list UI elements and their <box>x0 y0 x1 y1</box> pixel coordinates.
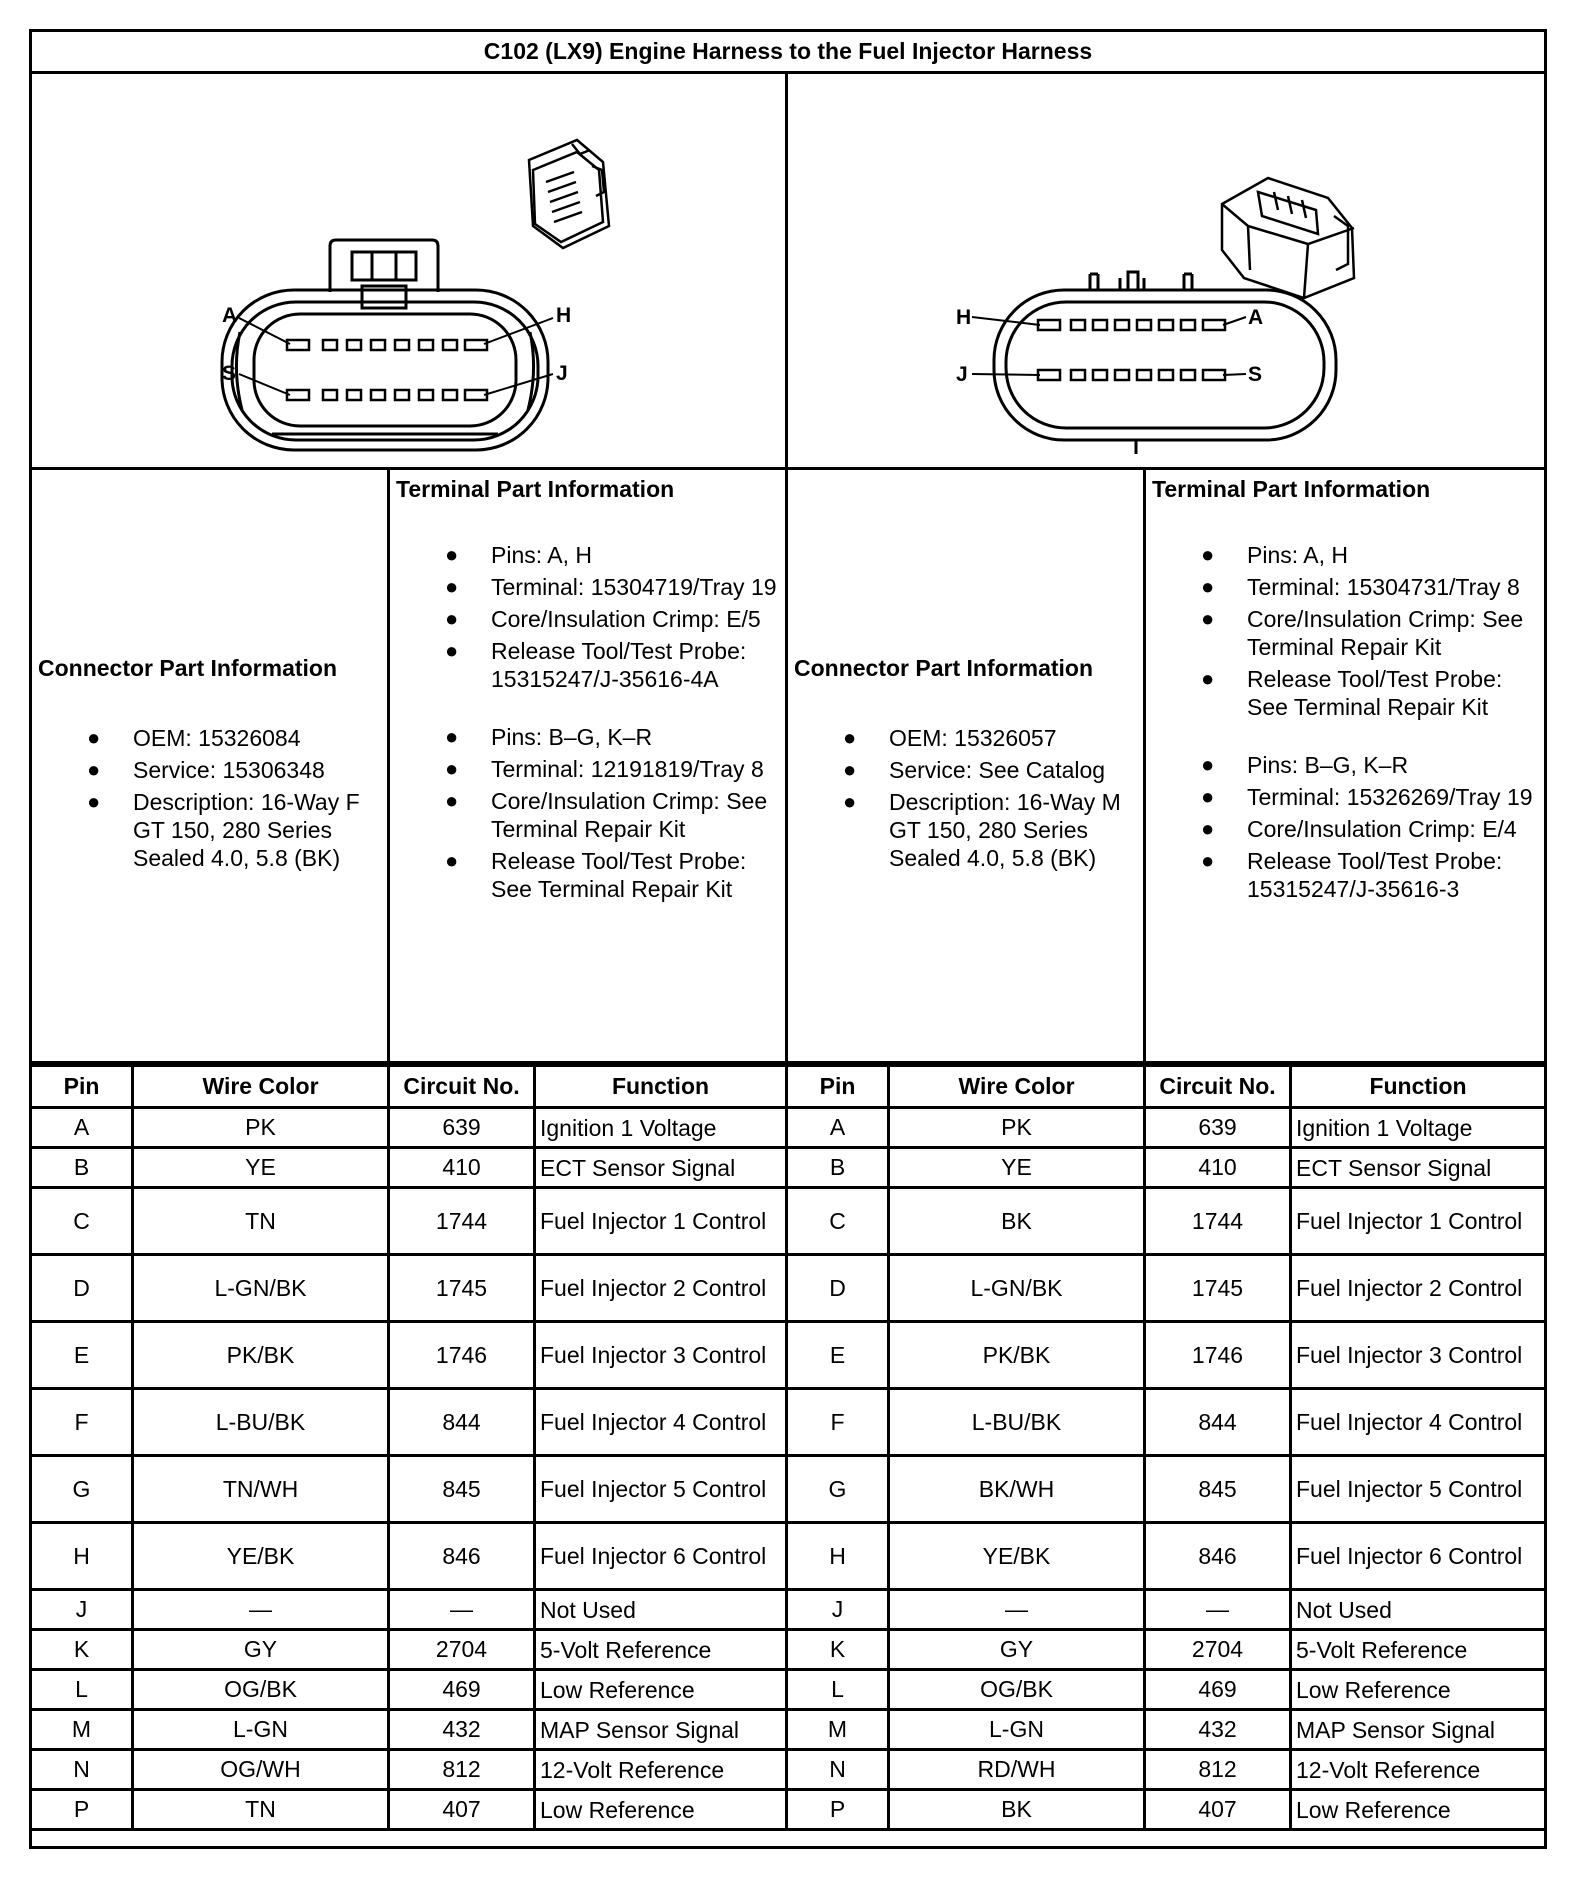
pin-cell: A <box>787 1108 889 1148</box>
wire-color-cell: GY <box>133 1630 389 1670</box>
list-item: ● OEM: 15326057 <box>843 725 1057 751</box>
function-cell: Fuel Injector 1 Control <box>535 1188 787 1255</box>
circuit-no-cell: 469 <box>389 1670 535 1710</box>
wire-color-cell: RD/WH <box>889 1750 1145 1790</box>
list-item: ● Release Tool/Test Probe: 15315247/J-35616-4A <box>445 638 747 692</box>
male-pin-row-top <box>1038 320 1225 330</box>
table-row <box>787 1630 1546 1670</box>
female-connector-thumbnail-icon <box>529 140 609 248</box>
table-row <box>787 1148 1546 1188</box>
table-row <box>787 1710 1546 1750</box>
function-cell: Not Used <box>1291 1590 1546 1630</box>
function-cell: Low Reference <box>535 1670 787 1710</box>
function-cell: Fuel Injector 4 Control <box>535 1389 787 1456</box>
right-pin-table <box>785 1064 1547 1831</box>
circuit-no-cell: 812 <box>389 1750 535 1790</box>
list-item: ● Release Tool/Test Probe: 15315247/J-35616-3 <box>1201 848 1503 902</box>
list-item: ● Service: See Catalog <box>843 757 1106 783</box>
list-item: ● Core/Insulation Crimp: See Terminal Repair Kit <box>1201 606 1524 660</box>
list-item: ● Pins: A, H <box>445 542 592 568</box>
table-row <box>31 1750 787 1790</box>
right-terminal-part-info <box>1146 470 1544 1064</box>
function-cell: ECT Sensor Signal <box>535 1148 787 1188</box>
female-pin-row-top <box>287 340 487 350</box>
table-row <box>787 1750 1546 1790</box>
function-cell: Fuel Injector 4 Control <box>1291 1389 1546 1456</box>
list-item: ● Pins: A, H <box>1201 542 1348 568</box>
pin-label-s: S <box>222 362 237 385</box>
column-header-pin: Pin <box>787 1066 889 1108</box>
circuit-no-cell: 432 <box>389 1710 535 1750</box>
circuit-no-cell: 639 <box>389 1108 535 1148</box>
circuit-no-cell: — <box>389 1590 535 1630</box>
document-title: C102 (LX9) Engine Harness to the Fuel Injector Harness <box>32 32 1544 74</box>
column-header-circuit-no: Circuit No. <box>389 1066 535 1108</box>
wire-color-cell: PK/BK <box>889 1322 1145 1389</box>
pin-label-h: H <box>556 304 572 327</box>
pin-cell: K <box>787 1630 889 1670</box>
pin-cell: N <box>787 1750 889 1790</box>
wire-color-cell: TN <box>133 1790 389 1830</box>
function-cell: Ignition 1 Voltage <box>535 1108 787 1148</box>
table-row <box>787 1790 1546 1830</box>
list-item: ● Pins: B–G, K–R <box>445 724 653 750</box>
circuit-no-cell: 1745 <box>389 1255 535 1322</box>
column-header-function: Function <box>535 1066 787 1108</box>
wire-color-cell: BK <box>889 1188 1145 1255</box>
wire-color-cell: PK/BK <box>133 1322 389 1389</box>
male-connector-icon <box>788 74 1544 467</box>
list-item: ● Terminal: 15304731/Tray 8 <box>1201 574 1520 600</box>
wire-color-cell: BK/WH <box>889 1456 1145 1523</box>
pin-cell: P <box>31 1790 133 1830</box>
female-pin-row-bottom <box>287 390 487 400</box>
list-item: ● Release Tool/Test Probe: See Terminal Repair Kit <box>1201 666 1503 720</box>
wire-color-cell: — <box>133 1590 389 1630</box>
function-cell: Fuel Injector 5 Control <box>1291 1456 1546 1523</box>
list-item: ● Pins: B–G, K–R <box>1201 752 1409 778</box>
pin-cell: G <box>31 1456 133 1523</box>
pin-cell: J <box>787 1590 889 1630</box>
circuit-no-cell: 2704 <box>1145 1630 1291 1670</box>
pin-cell: D <box>31 1255 133 1322</box>
left-connector-part-info <box>32 470 390 1064</box>
pin-cell: E <box>31 1322 133 1389</box>
table-row <box>31 1710 787 1750</box>
circuit-no-cell: 639 <box>1145 1108 1291 1148</box>
circuit-no-cell: — <box>1145 1590 1291 1630</box>
wire-color-cell: PK <box>889 1108 1145 1148</box>
pin-label-a: A <box>1248 306 1264 329</box>
list-item: ● Core/Insulation Crimp: See Terminal Repair Kit <box>445 788 768 842</box>
right-connector-heading: Connector Part Information <box>794 655 1094 681</box>
wire-color-cell: YE/BK <box>889 1523 1145 1590</box>
wire-color-cell: GY <box>889 1630 1145 1670</box>
circuit-no-cell: 846 <box>389 1523 535 1590</box>
circuit-no-cell: 407 <box>1145 1790 1291 1830</box>
pin-cell: L <box>787 1670 889 1710</box>
table-row <box>31 1456 787 1523</box>
table-row <box>31 1108 787 1148</box>
list-item: ● Description: 16-Way F GT 150, 280 Series Sealed 4.0, 5.8 (BK) <box>87 789 360 871</box>
circuit-no-cell: 2704 <box>389 1630 535 1670</box>
function-cell: Fuel Injector 2 Control <box>1291 1255 1546 1322</box>
circuit-no-cell: 1745 <box>1145 1255 1291 1322</box>
circuit-no-cell: 407 <box>389 1790 535 1830</box>
pin-cell: J <box>31 1590 133 1630</box>
wire-color-cell: L-GN/BK <box>889 1255 1145 1322</box>
table-row <box>787 1456 1546 1523</box>
table-row <box>31 1255 787 1322</box>
wire-color-cell: L-BU/BK <box>889 1389 1145 1456</box>
column-header-pin: Pin <box>31 1066 133 1108</box>
male-pin-row-bottom <box>1038 370 1225 380</box>
pin-cell: M <box>787 1710 889 1750</box>
wire-color-cell: YE/BK <box>133 1523 389 1590</box>
pin-cell: C <box>31 1188 133 1255</box>
function-cell: 5-Volt Reference <box>535 1630 787 1670</box>
circuit-no-cell: 1744 <box>389 1188 535 1255</box>
pin-cell: E <box>787 1322 889 1389</box>
left-connector-diagram <box>32 74 788 470</box>
wire-color-cell: OG/BK <box>133 1670 389 1710</box>
pin-cell: D <box>787 1255 889 1322</box>
wire-color-cell: L-GN/BK <box>133 1255 389 1322</box>
left-connector-heading: Connector Part Information <box>38 655 338 681</box>
function-cell: Low Reference <box>535 1790 787 1830</box>
table-row <box>787 1108 1546 1148</box>
circuit-no-cell: 846 <box>1145 1523 1291 1590</box>
function-cell: Low Reference <box>1291 1790 1546 1830</box>
circuit-no-cell: 844 <box>389 1389 535 1456</box>
table-row <box>787 1188 1546 1255</box>
circuit-no-cell: 410 <box>389 1148 535 1188</box>
function-cell: Fuel Injector 6 Control <box>1291 1523 1546 1590</box>
function-cell: ECT Sensor Signal <box>1291 1148 1546 1188</box>
list-item: ● Terminal: 12191819/Tray 8 <box>445 756 764 782</box>
list-item: ● Description: 16-Way M GT 150, 280 Series Sealed 4.0, 5.8 (BK) <box>843 789 1121 871</box>
male-connector-thumbnail-icon <box>1222 178 1354 298</box>
wire-color-cell: — <box>889 1590 1145 1630</box>
column-header-circuit-no: Circuit No. <box>1145 1066 1291 1108</box>
list-item: ● Core/Insulation Crimp: E/5 <box>445 606 761 632</box>
list-item: ● Core/Insulation Crimp: E/4 <box>1201 816 1517 842</box>
list-item: ● OEM: 15326084 <box>87 725 301 751</box>
pin-cell: N <box>31 1750 133 1790</box>
list-item: ● Service: 15306348 <box>87 757 325 783</box>
list-item: ● Terminal: 15304719/Tray 19 <box>445 574 777 600</box>
table-row <box>31 1322 787 1389</box>
left-pin-table <box>29 1064 788 1831</box>
male-connector-face-icon <box>994 272 1336 454</box>
table-row <box>31 1523 787 1590</box>
female-connector-icon <box>32 74 785 467</box>
circuit-no-cell: 1746 <box>389 1322 535 1389</box>
connector-document <box>29 29 1547 1849</box>
function-cell: Fuel Injector 2 Control <box>535 1255 787 1322</box>
wire-color-cell: BK <box>889 1790 1145 1830</box>
pin-label-j: J <box>556 362 568 385</box>
list-item: ● Release Tool/Test Probe: See Terminal Repair Kit <box>445 848 747 902</box>
pin-cell: F <box>31 1389 133 1456</box>
table-row <box>31 1670 787 1710</box>
wire-color-cell: L-BU/BK <box>133 1389 389 1456</box>
circuit-no-cell: 1744 <box>1145 1188 1291 1255</box>
table-row <box>787 1322 1546 1389</box>
function-cell: Ignition 1 Voltage <box>1291 1108 1546 1148</box>
left-terminal-part-info <box>390 470 788 1064</box>
table-row <box>787 1389 1546 1456</box>
function-cell: 5-Volt Reference <box>1291 1630 1546 1670</box>
wire-color-cell: OG/WH <box>133 1750 389 1790</box>
pin-label-j: J <box>956 363 968 386</box>
function-cell: 12-Volt Reference <box>535 1750 787 1790</box>
function-cell: MAP Sensor Signal <box>535 1710 787 1750</box>
table-row <box>31 1148 787 1188</box>
function-cell: Fuel Injector 6 Control <box>535 1523 787 1590</box>
table-row <box>31 1630 787 1670</box>
pin-cell: P <box>787 1790 889 1830</box>
circuit-no-cell: 469 <box>1145 1670 1291 1710</box>
table-row <box>787 1523 1546 1590</box>
list-item: ● Terminal: 15326269/Tray 19 <box>1201 784 1533 810</box>
pin-label-a: A <box>222 304 238 327</box>
function-cell: Not Used <box>535 1590 787 1630</box>
pin-label-s: S <box>1248 363 1263 386</box>
function-cell: MAP Sensor Signal <box>1291 1710 1546 1750</box>
function-cell: Low Reference <box>1291 1670 1546 1710</box>
pin-cell: M <box>31 1710 133 1750</box>
circuit-no-cell: 432 <box>1145 1710 1291 1750</box>
wire-color-cell: TN/WH <box>133 1456 389 1523</box>
wire-color-cell: YE <box>133 1148 389 1188</box>
pin-cell: H <box>31 1523 133 1590</box>
circuit-no-cell: 845 <box>389 1456 535 1523</box>
column-header-function: Function <box>1291 1066 1546 1108</box>
wire-color-cell: YE <box>889 1148 1145 1188</box>
circuit-no-cell: 844 <box>1145 1389 1291 1456</box>
pin-cell: G <box>787 1456 889 1523</box>
function-cell: Fuel Injector 5 Control <box>535 1456 787 1523</box>
pin-cell: K <box>31 1630 133 1670</box>
pin-cell: H <box>787 1523 889 1590</box>
table-row <box>31 1389 787 1456</box>
pin-label-h: H <box>956 306 972 329</box>
pin-cell: C <box>787 1188 889 1255</box>
table-row <box>787 1670 1546 1710</box>
table-row <box>31 1188 787 1255</box>
column-header-wire-color: Wire Color <box>133 1066 389 1108</box>
table-row <box>787 1255 1546 1322</box>
table-row <box>31 1790 787 1830</box>
circuit-no-cell: 812 <box>1145 1750 1291 1790</box>
pin-cell: B <box>31 1148 133 1188</box>
right-connector-diagram <box>788 74 1544 470</box>
wire-color-cell: PK <box>133 1108 389 1148</box>
pin-cell: A <box>31 1108 133 1148</box>
right-connector-part-info <box>788 470 1146 1064</box>
function-cell: Fuel Injector 3 Control <box>535 1322 787 1389</box>
right-terminal-heading: Terminal Part Information <box>1152 476 1431 502</box>
wire-color-cell: L-GN <box>133 1710 389 1750</box>
wire-color-cell: TN <box>133 1188 389 1255</box>
pin-cell: F <box>787 1389 889 1456</box>
wire-color-cell: L-GN <box>889 1710 1145 1750</box>
function-cell: 12-Volt Reference <box>1291 1750 1546 1790</box>
circuit-no-cell: 845 <box>1145 1456 1291 1523</box>
table-row <box>31 1590 787 1630</box>
pin-cell: B <box>787 1148 889 1188</box>
table-row <box>787 1590 1546 1630</box>
circuit-no-cell: 410 <box>1145 1148 1291 1188</box>
circuit-no-cell: 1746 <box>1145 1322 1291 1389</box>
wire-color-cell: OG/BK <box>889 1670 1145 1710</box>
function-cell: Fuel Injector 3 Control <box>1291 1322 1546 1389</box>
column-header-wire-color: Wire Color <box>889 1066 1145 1108</box>
function-cell: Fuel Injector 1 Control <box>1291 1188 1546 1255</box>
pin-cell: L <box>31 1670 133 1710</box>
left-terminal-heading: Terminal Part Information <box>396 476 675 502</box>
